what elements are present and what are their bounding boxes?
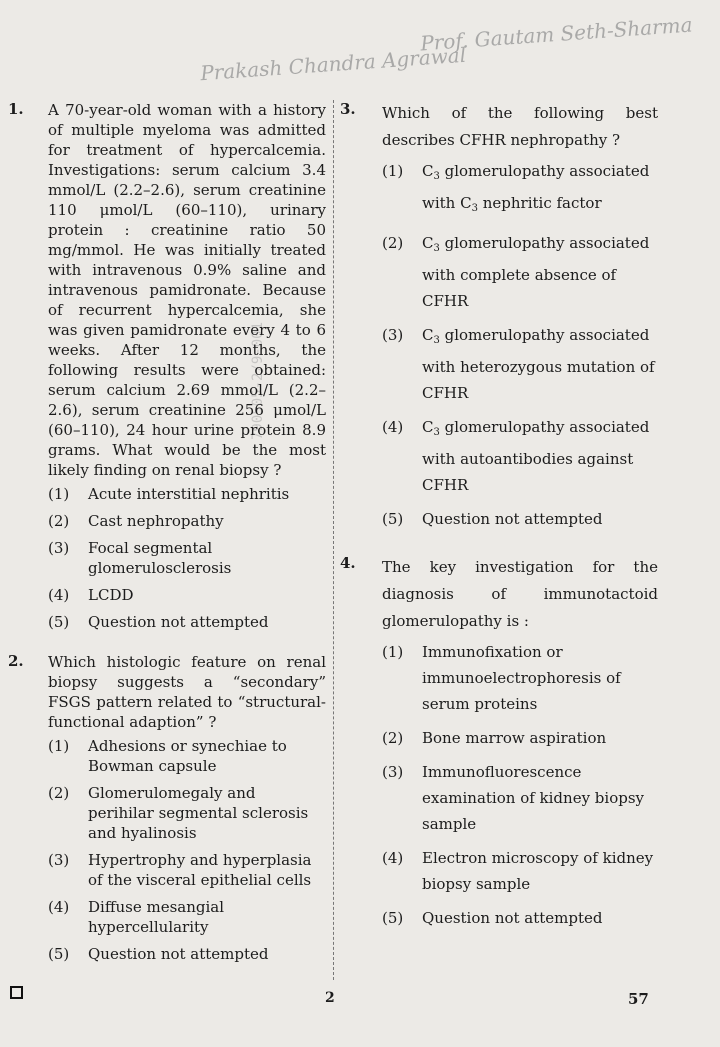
- question-stem: The key investigation for the diagnosis of immunotactoid glomerulopathy is :: [382, 558, 658, 630]
- question-2: [8, 652, 326, 964]
- handwritten-note: Prakash Chandra Agrawal: [199, 42, 467, 86]
- options-list: [8, 736, 326, 964]
- option[interactable]: (1) Adhesions or synechiae to Bowman capsule: [48, 737, 287, 775]
- question-stem: Which histologic feature on renal biopsy suggests a “secondary” FSGS pattern related to “structural-functional adaption” ?: [48, 653, 326, 731]
- option[interactable]: (1) Immunofixation or immunoelectrophoresis of serum proteins: [382, 643, 621, 713]
- option[interactable]: (4) Electron microscopy of kidney biopsy sample: [382, 849, 654, 893]
- option[interactable]: (2) Bone marrow aspiration: [382, 729, 607, 747]
- option[interactable]: (5) Question not attempted: [382, 510, 603, 528]
- question-number: 3.: [340, 100, 356, 118]
- handwritten-note: Prof. Gautam Seth-Sharma: [419, 12, 694, 56]
- question-number: 2.: [8, 652, 24, 670]
- option[interactable]: (1) Acute interstitial nephritis: [48, 485, 290, 503]
- column-divider: [333, 100, 334, 980]
- watermark-code: 790505-2/9-001: [250, 321, 266, 440]
- question-1: [8, 100, 326, 632]
- option[interactable]: (4) LCDD: [48, 586, 134, 604]
- options-list: [8, 484, 326, 632]
- page-number: 2: [325, 990, 335, 1006]
- option[interactable]: (3) Hypertrophy and hyperplasia of the visceral epithelial cells: [48, 851, 312, 889]
- options-list: [340, 158, 658, 532]
- option[interactable]: (5) Question not attempted: [382, 909, 603, 927]
- option[interactable]: (2) $C_3$ glomerulopathy associated with complete absence of CFHR: [382, 234, 650, 310]
- right-column: [340, 100, 658, 939]
- question-4: [340, 554, 658, 931]
- question-3: [340, 100, 658, 532]
- page-code: 57: [628, 990, 649, 1008]
- question-number: 1.: [8, 100, 24, 118]
- checkbox-mark-icon: [10, 986, 23, 999]
- option[interactable]: (3) Immunofluorescence examination of kidney biopsy sample: [382, 763, 645, 833]
- question-number: 4.: [340, 554, 356, 572]
- option[interactable]: (3) Focal segmental glomerulosclerosis: [48, 539, 232, 577]
- option[interactable]: (1) $C_3$ glomerulopathy associated with $C_3$ nephritic factor: [382, 162, 650, 214]
- left-column: [8, 100, 326, 971]
- option[interactable]: (2) Glomerulomegaly and perihilar segmental sclerosis and hyalinosis: [48, 784, 309, 842]
- question-stem: A 70-year-old woman with a history of multiple myeloma was admitted for treatment of hypercalcemia. Investigations: serum calcium 3.4 mmol/L (2.2–2.6), serum creatinine 110 μmol/L (60–110), urinary protein : creatinine ratio 50 mg/mmol. He was initially treated with intravenous 0.9% saline and intravenous pamidronate. Because of recurrent hypercalcemia, she was given pamidronate every 4 to 6 weeks. After 12 months, the following results were obtained: serum calcium 2.69 mmol/L (2.2–2.6), serum creatinine 256 μmol/L (60–110), 24 hour urine protein 8.9 grams. What would be the most likely finding on renal biopsy ?: [48, 101, 326, 479]
- option[interactable]: (5) Question not attempted: [48, 613, 269, 631]
- option[interactable]: (4) $C_3$ glomerulopathy associated with autoantibodies against CFHR: [382, 418, 650, 494]
- question-stem: Which of the following best describes CFHR nephropathy ?: [382, 104, 658, 149]
- option[interactable]: (4) Diffuse mesangial hypercellularity: [48, 898, 225, 936]
- option[interactable]: (2) Cast nephropathy: [48, 512, 224, 530]
- options-list: [340, 639, 658, 931]
- option[interactable]: (3) $C_3$ glomerulopathy associated with heterozygous mutation of CFHR: [382, 326, 655, 402]
- option[interactable]: (5) Question not attempted: [48, 945, 269, 963]
